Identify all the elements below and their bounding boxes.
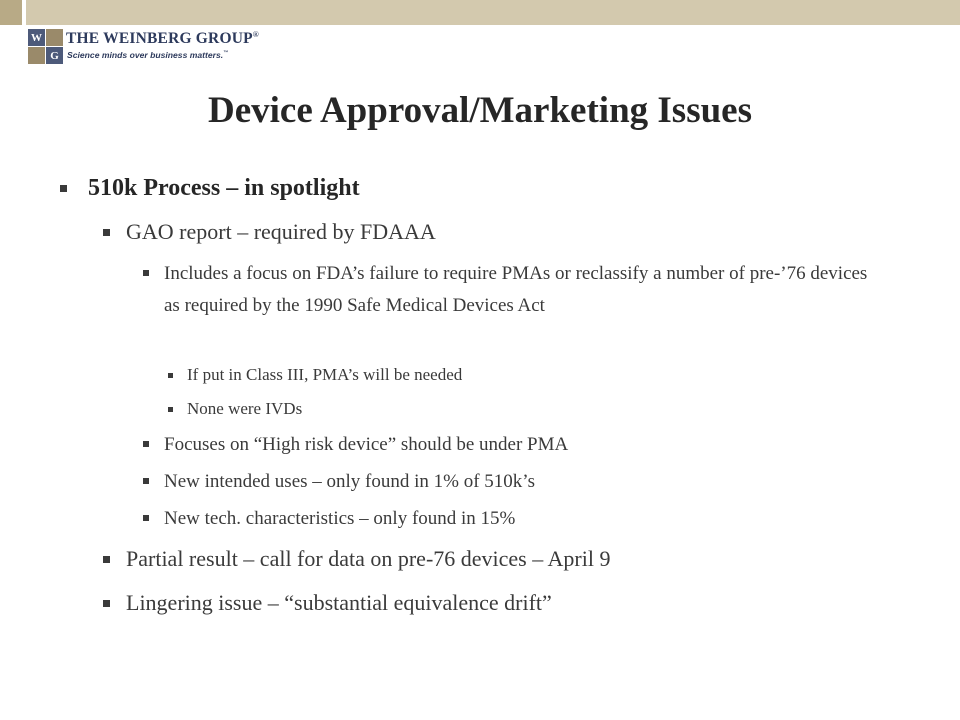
logo-mark-tile — [28, 47, 45, 64]
bullet-level4 — [168, 396, 302, 422]
bullet-text: Focuses on “High risk device” should be under PMA — [164, 434, 569, 455]
bullet-text: GAO report – required by FDAAA — [126, 219, 436, 244]
bullet-text: Lingering issue – “substantial equivalence drift” — [126, 590, 552, 615]
top-band-dark-segment — [0, 0, 22, 25]
logo-mark-icon — [28, 29, 64, 65]
logo-name-text: THE WEINBERG GROUP — [66, 30, 253, 48]
bullet-level3 — [143, 503, 883, 535]
square-bullet-icon — [103, 600, 110, 607]
bullet-level2 — [103, 587, 552, 619]
bullet-text: None were IVDs — [187, 399, 303, 418]
bullet-text: New tech. characteristics – only found in 15% — [164, 508, 516, 529]
square-bullet-icon — [60, 185, 67, 192]
square-bullet-icon — [143, 478, 149, 484]
logo-mark-tile — [46, 29, 63, 46]
bullet-text: Includes a focus on FDA’s failure to require PMAs or reclassify a number of pre-’76 devices as required by the 1990 Safe Medical Devices Act — [164, 263, 868, 316]
logo-tagline-text: Science minds over business matters. — [67, 50, 224, 60]
top-band — [0, 0, 960, 25]
logo-mark-w: W — [28, 29, 45, 46]
bullet-text: If put in Class III, PMA’s will be needed — [187, 365, 463, 384]
registered-mark: ® — [252, 30, 259, 39]
logo-mark-g: G — [46, 47, 63, 64]
square-bullet-icon — [143, 441, 149, 447]
bullet-level4 — [168, 362, 462, 388]
logo-name — [66, 30, 259, 48]
bullet-text: 510k Process – in spotlight — [88, 175, 360, 201]
trademark-mark: ™ — [223, 50, 229, 57]
square-bullet-icon — [143, 515, 149, 521]
bullet-text: Partial result – call for data on pre-76 devices – April 9 — [126, 546, 611, 571]
square-bullet-icon — [168, 373, 173, 378]
bullet-level3 — [143, 466, 883, 498]
square-bullet-icon — [168, 407, 173, 412]
square-bullet-icon — [103, 229, 110, 236]
bullet-level1 — [60, 172, 360, 204]
bullet-level3 — [143, 258, 883, 321]
square-bullet-icon — [143, 270, 149, 276]
square-bullet-icon — [103, 556, 110, 563]
slide-title: Device Approval/Marketing Issues — [207, 90, 753, 131]
bullet-level3 — [143, 429, 883, 461]
bullet-level2 — [103, 216, 436, 248]
bullet-level2 — [103, 543, 610, 575]
logo-tagline — [67, 50, 228, 60]
top-band-light-segment — [26, 0, 960, 25]
bullet-text: New intended uses – only found in 1% of 510k’s — [164, 471, 535, 492]
weinberg-group-logo — [28, 29, 288, 65]
